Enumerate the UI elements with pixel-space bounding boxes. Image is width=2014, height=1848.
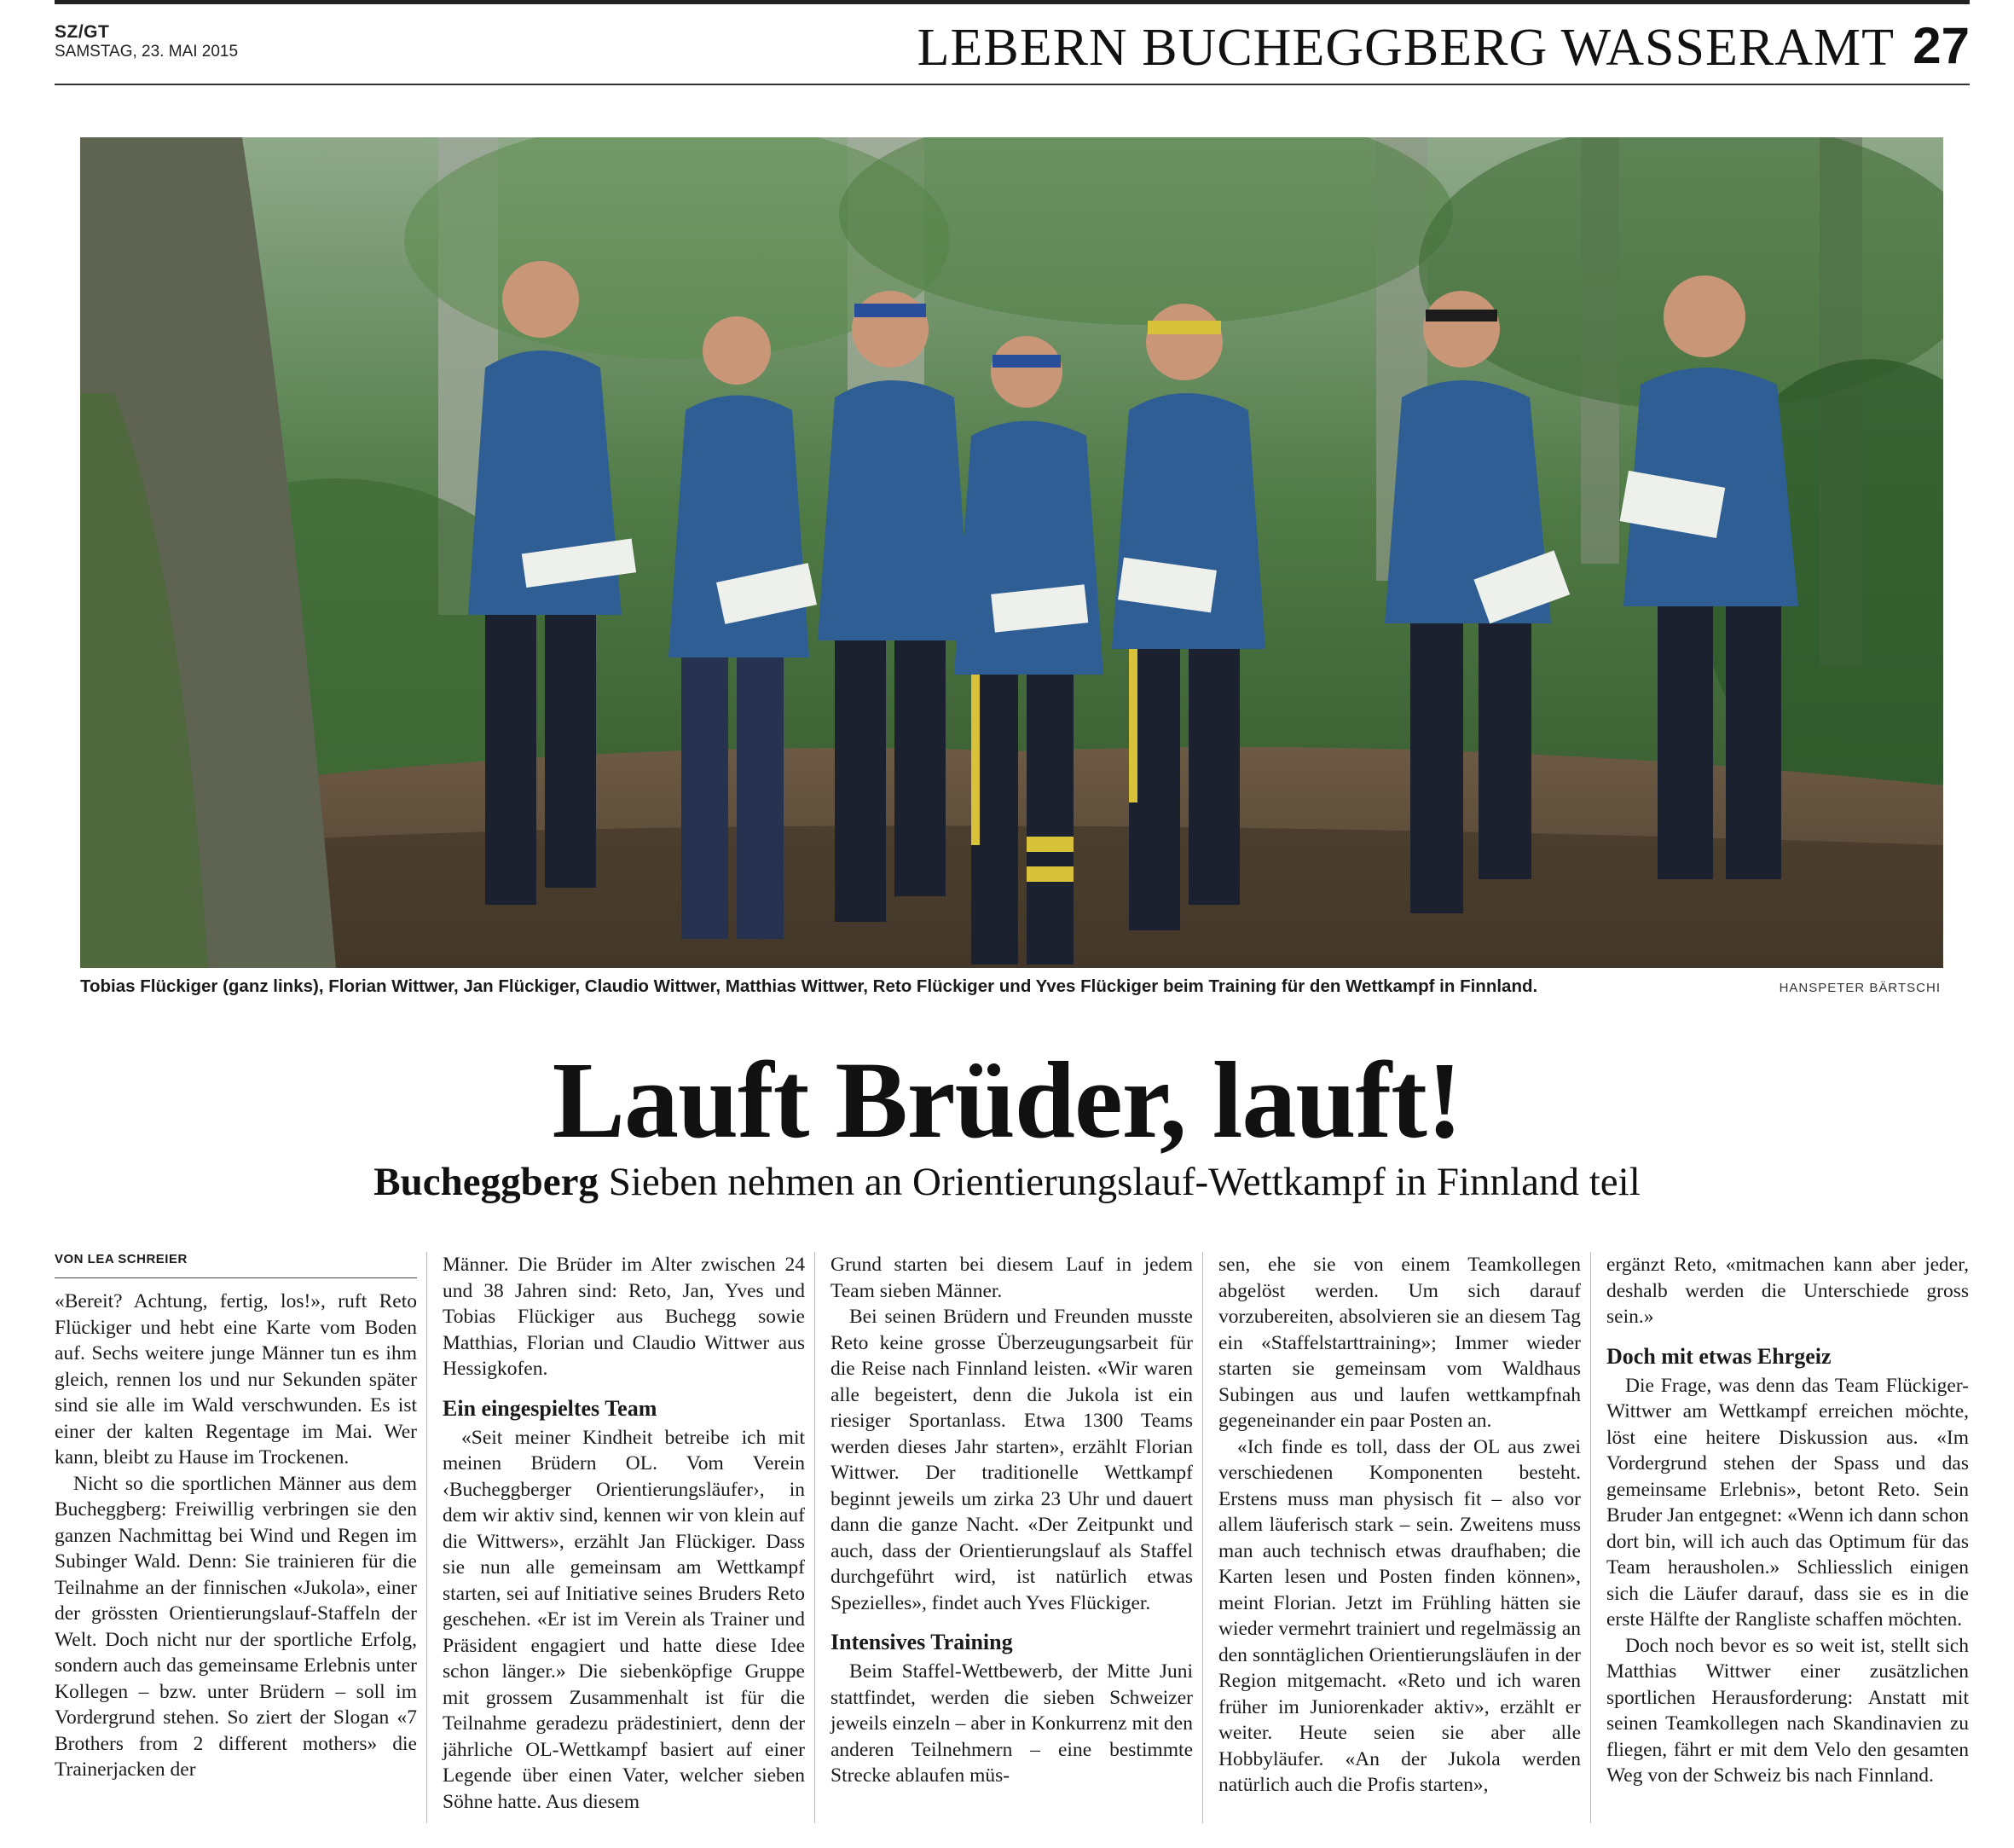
paragraph: Grund starten bei diesem Lauf in jedem Team sieben Männer. [830, 1254, 1193, 1302]
header-rule [55, 84, 1970, 85]
paragraph: Männer. Die Brüder im Alter zwischen 24 und 38 Jahren sind: Reto, Jan, Yves und Tobias Flückiger aus Buchegg sowie Matthias, Florian und Claudio Wittwer aus Hessigkofen. [443, 1254, 805, 1380]
article-column-1 [55, 1252, 417, 1783]
section-title: LEBERN BUCHEGGBERG WASSERAMT [917, 19, 1895, 77]
top-rule [55, 0, 1970, 4]
article-subhead [0, 1156, 2014, 1208]
paragraph: ergänzt Reto, «mitmachen kann aber jeder, deshalb werden die Unterschiede gross sein.» [1606, 1254, 1969, 1328]
article-column-2 [443, 1252, 805, 1815]
paragraph: Bei seinen Brüdern und Freunden musste Reto keine grosse Überzeugungsarbeit für die Reise nach Finnland leisten. «Wir waren alle begeistert, denn die Jukola ist ein riesiger Sportanlass. Etwa 1300 Teams werden dieses Jahr starten», erzählt Florian Wittwer. Der traditionelle Wettkampf beginnt jeweils um zirka 23 Uhr und dauert dann die ganze Nacht. «Der Zeitpunkt und auch, dass der Orientierungslauf als Staffel durchgeführt wird, ist natürlich etwas Spezielles», findet auch Yves Flückiger. [830, 1306, 1193, 1614]
paragraph: Beim Staffel-Wettbewerb, der Mitte Juni stattfindet, werden die sieben Schweizer jeweils einzeln – aber in Konkurrenz mit den anderen Teilnehmern – eine bestimmte Strecke ablaufen müs- [830, 1660, 1193, 1787]
paragraph: sen, ehe sie von einem Teamkollegen abgelöst werden. Um sich darauf vorzubereiten, absolvieren sie an diesem Tag ein «Staffelstarttraining»; Immer wieder starten sie gemeinsam vom Waldhaus Subingen aus und laufen wettkampfnah gegeneinander ein paar Posten an. [1218, 1254, 1581, 1432]
paragraph: «Seit meiner Kindheit betreibe ich mit meinen Brüdern OL. Vom Verein ‹Bucheggberger Orientierungsläufer›, in dem wir aktiv sind, kennen wir von klein auf die Wittwers», erzählt Jan Flückiger. Dass sie nun alle gemeinsam am Wettkampf starten, sei auf Initiative seines Bruders Reto geschehen. «Er ist im Verein als Trainer und Präsident engagiert und hatte diese Idee schon länger.» Die siebenköpfige Gruppe mit grossem Zusammenhalt ist für die Teilnahme geradezu prädestiniert, denn der jährliche OL-Wettkampf basiert auf einer Legende über einen Vater, welcher sieben Söhne hatte. Aus diesem [443, 1426, 805, 1813]
column-separator [1202, 1252, 1203, 1823]
article-photo [80, 137, 1943, 968]
page-number: 27 [1913, 17, 1970, 74]
byline: VON LEA SCHREIER [55, 1252, 417, 1278]
subhead-text: Sieben nehmen an Orientierungslauf-Wettkampf in Finnland teil [608, 1160, 1641, 1204]
issue-date: SAMSTAG, 23. MAI 2015 [55, 43, 239, 61]
photo-caption: Tobias Flückiger (ganz links), Florian Wittwer, Jan Flückiger, Claudio Wittwer, Matthias Wittwer, Reto Flückiger und Yves Flückiger beim Training für den Wettkampf in Finnland. [80, 976, 1538, 996]
article-column-3 [830, 1252, 1193, 1789]
subheading: Doch mit etwas Ehrgeiz [1606, 1343, 1832, 1369]
article-headline: Lauft Brüder, lauft! [552, 1040, 1462, 1161]
column-separator [1590, 1252, 1591, 1823]
article-column-5 [1606, 1252, 1969, 1789]
paragraph: «Bereit? Achtung, fertig, los!», ruft Reto Flückiger und hebt eine Karte vom Boden auf. Sechs weitere junge Männer tun es ihm gleich, rennen los und nur Sekunden später sind sie alle im Wald verschwunden. Es ist einer der kalten Regentage im Mai. Wer kann, bleibt zu Hause im Trockenen. [55, 1290, 417, 1469]
forest-runners-illustration [80, 137, 1943, 968]
masthead-left [55, 22, 238, 61]
column-separator [814, 1252, 815, 1823]
publication-name: SZ/GT [55, 22, 110, 42]
subheading: Ein eingespieltes Team [443, 1395, 657, 1421]
paragraph: Die Frage, was denn das Team Flückiger-Wittwer am Wettkampf erreichen möchte, löst eine heitere Diskussion aus. «Im Vordergrund stehen der Spass und das gemeinsame Erlebnis», betont Reto. Sein Bruder Jan entgegnet: «Wenn ich dann schon dort bin, will ich auch das Optimum für das Team herausholen.» Schliesslich einigen sich die Läufer darauf, dass sie es in die erste Hälfte der Rangliste schaffen möchten. [1606, 1374, 1969, 1631]
paragraph: Doch noch bevor es so weit ist, stellt sich Matthias Wittwer einer zusätzlichen sportlichen Herausforderung: Anstatt mit seinen Teamkollegen nach Skandinavien zu fliegen, fährt er mit dem Velo den gesamten Weg von der Schweiz bis nach Finnland. [1606, 1634, 1969, 1787]
subheading: Intensives Training [830, 1630, 1013, 1654]
paragraph: Nicht so die sportlichen Männer aus dem Bucheggberg: Freiwillig verbringen sie den ganzen Nachmittag bei Wind und Regen im Subinger Wald. Denn: Sie trainieren für die Teilnahme an der finnischen «Jukola», einer der grössten Orientierungslauf-Staffeln der Welt. Doch nicht nur der sportliche Erfolg, sondern auch das gemeinsame Erlebnis unter Kollegen – bzw. unter Brüdern – soll im Vordergrund stehen. So ziert der Slogan «7 Brothers from 2 different mothers» die Trainerjacken der [55, 1472, 417, 1781]
photo-credit: HANSPETER BÄRTSCHI [1779, 981, 1941, 995]
article-column-4 [1218, 1252, 1581, 1799]
subhead-keyword: Bucheggberg [373, 1160, 599, 1204]
paragraph: «Ich finde es toll, dass der OL aus zwei verschiedenen Komponenten besteht. Erstens muss man physisch fit – also vor allem läuferisch stark – sein. Zweitens muss man auch technisch etwas draufhaben; die Karten lesen und Posten finden können», meint Florian. Jetzt im Frühling hätten sie wieder vermehrt trainiert und regelmässig an den sonntäglichen Orientierungsläufen in der Region mitgemacht. «Reto und ich waren früher im Juniorenkader aktiv», erzählt er weiter. Heute seien sie aber alle Hobbyläufer. «An der Jukola werden natürlich auch die Profis starten», [1218, 1435, 1581, 1796]
column-separator [426, 1252, 427, 1823]
